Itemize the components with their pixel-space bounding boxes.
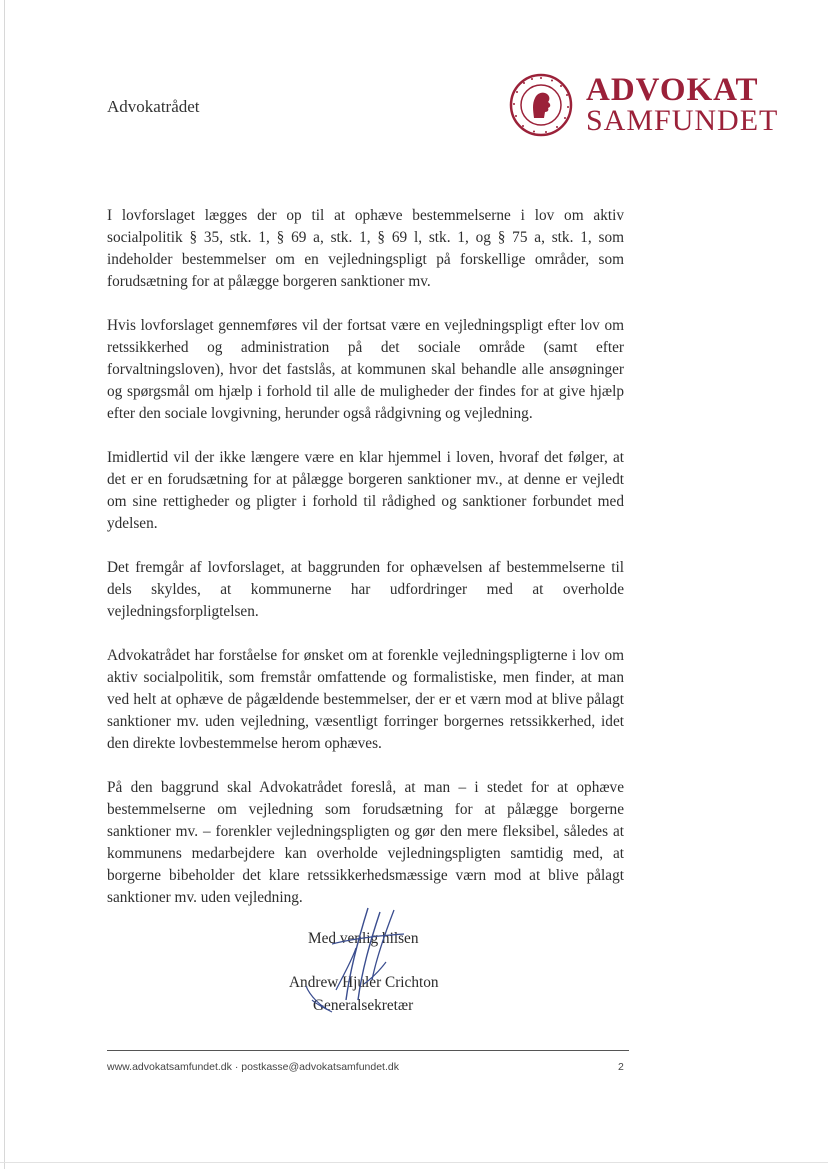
paragraph-3: Imidlertid vil der ikke længere være en klar hjemmel i loven, hvoraf det følger, at det er en forudsætning for at pålægge borgeren sanktioner mv., at denne er vejledt om sine rettigheder og pligter i forhold til rådighed og sanktioner forbundet med ydelsen.: [107, 449, 624, 532]
footer-contact: www.advokatsamfundet.dk · postkasse@advokatsamfundet.dk: [107, 1061, 399, 1073]
paragraph-5: Advokatrådet har forståelse for ønsket om at forenkle vejledningspligterne i lov om aktiv socialpolitik, som fremstår omfattende og formalistiske, men finder, at man ved helt at ophæve de pågældende bestemmelser, der er et værn mod at blive pålagt sanktioner mv. uden vejledning, væsentligt forringer borgernes retssikkerhed, idet den direkte lovbestemmelse herom ophæves.: [107, 647, 624, 752]
footer-divider: [107, 1050, 629, 1051]
paragraph-4: Det fremgår af lovforslaget, at baggrunden for ophævelsen af bestemmelserne til dels skyldes, at kommunerne har udfordringer med at overholde vejledningsforpligtelsen.: [107, 559, 624, 620]
signer-name: Andrew Hjuler Crichton: [289, 974, 439, 991]
logo-word-samfundet: SAMFUNDET: [586, 104, 779, 137]
advokatsamfundet-logo: [508, 72, 778, 142]
closing-greeting: Med venlig hilsen: [308, 930, 419, 947]
logo-word-advokat: ADVOKAT: [586, 72, 759, 108]
sender-org-name: Advokatrådet: [107, 97, 200, 116]
letter-body: [107, 205, 624, 931]
seal-icon: [508, 72, 574, 138]
scan-edge-left: [4, 0, 5, 1169]
signer-title: Generalsekretær: [313, 997, 414, 1014]
paragraph-1: I lovforslaget lægges der op til at ophæve bestemmelserne i lov om aktiv socialpolitik § 35, stk. 1, § 69 a, stk. 1, § 69 l, stk. 1, og § 75 a, stk. 1, som indeholder bestemmelser om en vejledningspligt på forskellige områder, som forudsætning for at pålægge borgeren sanktioner mv.: [107, 207, 624, 290]
page-number: 2: [618, 1061, 624, 1073]
paragraph-2: Hvis lovforslaget gennemføres vil der fortsat være en vejledningspligt efter lov om retssikkerhed og administration på det sociale område (samt efter forvaltningsloven), hvor det fastslås, at kommunen skal behandle alle ansøgninger og spørgsmål om hjælp i forhold til alle de muligheder der findes for at give hjælp efter den sociale lovgivning, herunder også rådgivning og vejledning.: [107, 317, 624, 422]
paragraph-6: På den baggrund skal Advokatrådet foreslå, at man – i stedet for at ophæve bestemmelserne om vejledning som forudsætning for at pålægge borgerne sanktioner mv. – forenkler vejledningspligten og gør den mere fleksibel, således at kommunens medarbejdere kan overholde vejledningspligten samtidig med, at borgerne bibeholder det klare retssikkerhedsmæssige værn mod at blive pålagt sanktioner mv. uden vejledning.: [107, 779, 624, 906]
scan-edge-bottom: [0, 1162, 828, 1163]
